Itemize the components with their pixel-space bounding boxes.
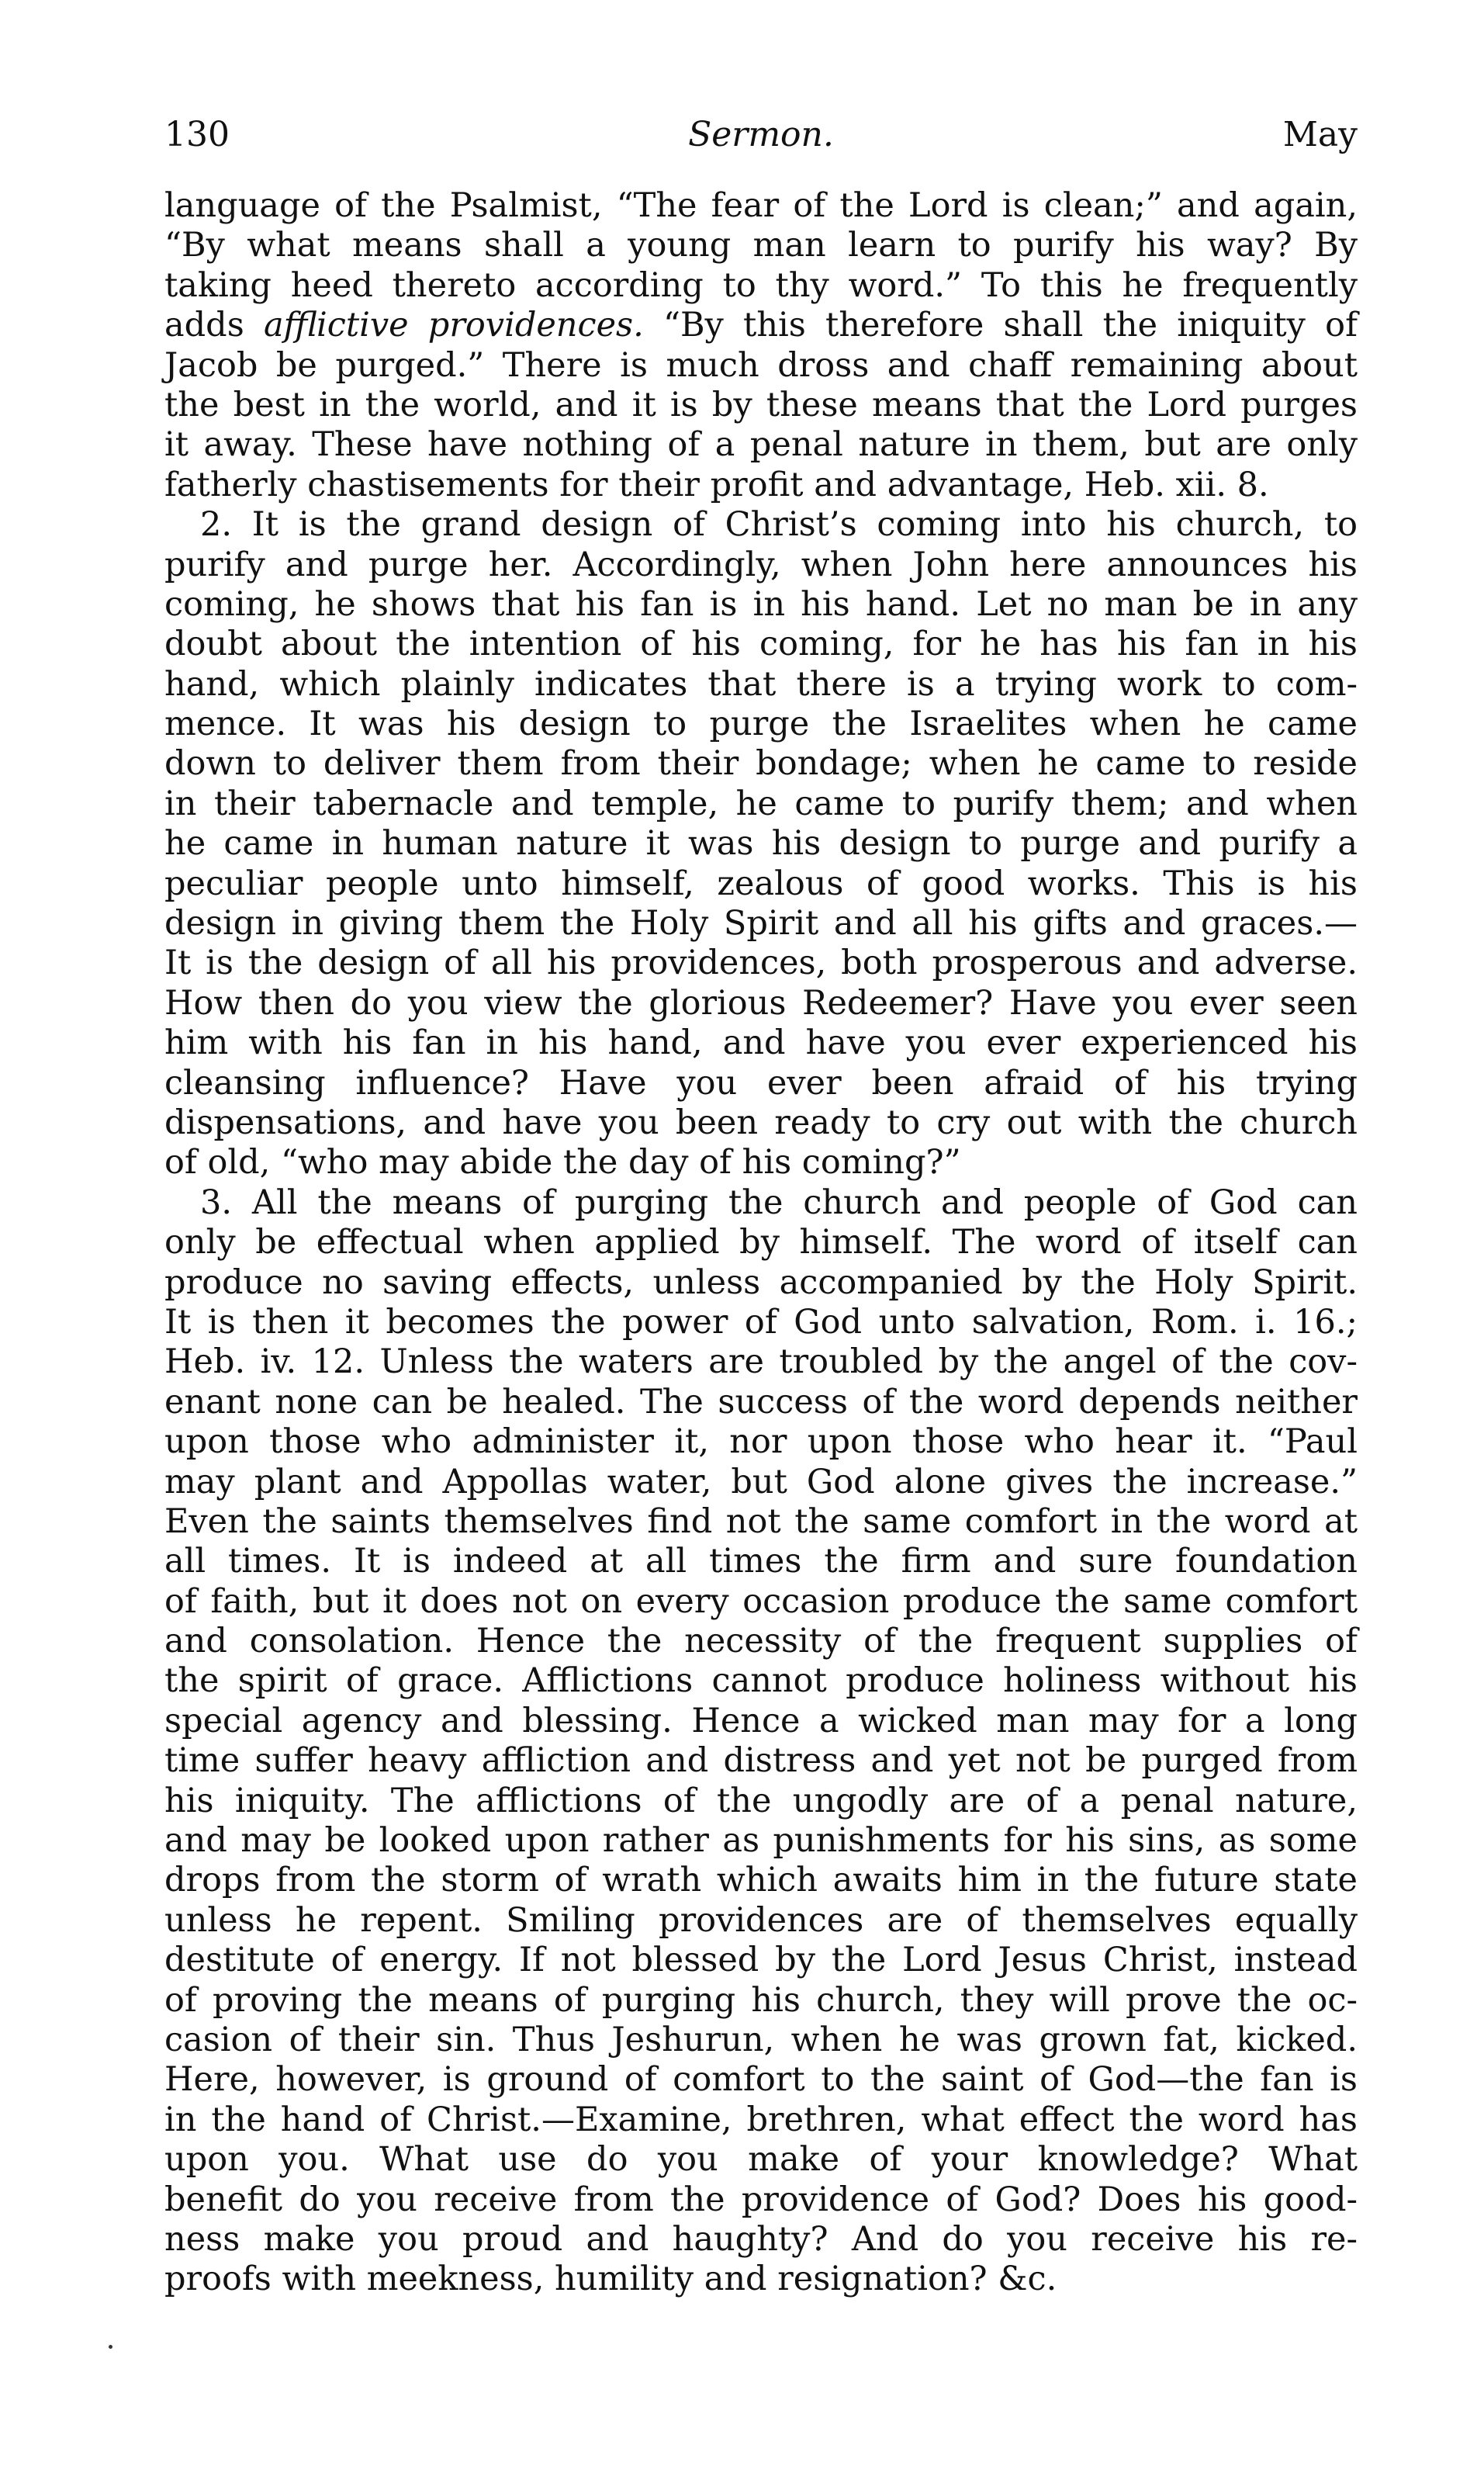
text-line: taking heed thereto according to thy word.” To this he frequently xyxy=(164,265,1358,305)
text-line: unless he repent. Smiling providences are of themselves equally xyxy=(164,1900,1358,1940)
text-line: design in giving them the Holy Spirit and all his gifts and graces.— xyxy=(164,904,1358,944)
text-line: proofs with meekness, humility and resignation? &c. xyxy=(164,2260,1057,2299)
text-line: him with his fan in his hand, and have you ever experienced his xyxy=(164,1023,1358,1063)
text-line: coming, he shows that his fan is in his hand. Let no man be in any xyxy=(164,584,1358,624)
text-line: casion of their sin. Thus Jeshurun, when he was grown fat, kicked. xyxy=(164,2020,1358,2059)
text-line: Even the saints themselves find not the same comfort in the word at xyxy=(164,1501,1358,1541)
ink-speck xyxy=(109,2345,112,2349)
text-line: of proving the means of purging his church, they will prove the oc- xyxy=(164,1980,1358,2020)
text-line: fatherly chastisements for their profit and advantage, Heb. xii. 8. xyxy=(164,465,1269,504)
text-line: language of the Psalmist, “The fear of the Lord is clean;” and again, xyxy=(164,186,1358,225)
text-line: of faith, but it does not on every occasion produce the same comfort xyxy=(164,1581,1358,1621)
running-month: May xyxy=(1282,115,1358,154)
text-line: It is the design of all his providences, both prosperous and adverse. xyxy=(164,944,1358,983)
page-header xyxy=(164,109,1358,171)
text-line: dispensations, and have you been ready to cry out with the church xyxy=(164,1103,1358,1142)
text-line: he came in human nature it was his design to purge and purify a xyxy=(164,824,1358,864)
text-line: the spirit of grace. Afflictions cannot produce holiness without his xyxy=(164,1661,1358,1701)
text-line: in the hand of Christ.—Examine, brethren, what effect the word has xyxy=(164,2100,1358,2139)
text-line: It is then it becomes the power of God unto salvation, Rom. i. 16.; xyxy=(164,1302,1358,1342)
text-line: hand, which plainly indicates that there is a trying work to com- xyxy=(164,664,1358,704)
text-line: all times. It is indeed at all times the firm and sure foundation xyxy=(164,1542,1358,1581)
text-line: 2. It is the grand design of Christ’s coming into his church, to xyxy=(200,505,1358,545)
text-line: destitute of energy. If not blessed by the Lord Jesus Christ, instead xyxy=(164,1941,1358,1980)
text-line: it away. These have nothing of a penal nature in them, but are only xyxy=(164,425,1358,465)
text-line: cleansing influence? Have you ever been afraid of his trying xyxy=(164,1063,1358,1103)
text-line: benefit do you receive from the providence of God? Does his good- xyxy=(164,2180,1358,2219)
text-line: enant none can be healed. The success of the word depends neither xyxy=(164,1382,1358,1422)
text-line: Heb. iv. 12. Unless the waters are troubled by the angel of the cov- xyxy=(164,1342,1358,1382)
text-line: upon you. What use do you make of your knowledge? What xyxy=(164,2140,1358,2180)
text-line: How then do you view the glorious Redeemer? Have you ever seen xyxy=(164,983,1358,1023)
page-number: 130 xyxy=(164,115,230,154)
text-line: “By what means shall a young man learn to purify his way? By xyxy=(164,226,1358,265)
italic-phrase: afflictive providences. xyxy=(263,306,644,345)
text-line: drops from the storm of wrath which awaits him in the future state xyxy=(164,1861,1358,1900)
text-line: upon those who administer it, nor upon those who hear it. “Paul xyxy=(164,1422,1358,1462)
text-line: and consolation. Hence the necessity of the frequent supplies of xyxy=(164,1622,1358,1661)
text-line: Here, however, is ground of comfort to the saint of God—the fan is xyxy=(164,2060,1358,2100)
text-line: adds afflictive providences. “By this therefore shall the iniquity of xyxy=(164,306,1358,345)
text-line: and may be looked upon rather as punishments for his sins, as some xyxy=(164,1821,1358,1861)
running-title: Sermon. xyxy=(688,115,834,154)
text-line: Jacob be purged.” There is much dross and chaff remaining about xyxy=(164,345,1358,385)
text-line: produce no saving effects, unless accompanied by the Holy Spirit. xyxy=(164,1262,1358,1302)
text-line: of old, “who may abide the day of his coming?” xyxy=(164,1143,961,1183)
text-line: special agency and blessing. Hence a wicked man may for a long xyxy=(164,1701,1358,1740)
text-line: ness make you proud and haughty? And do you receive his re- xyxy=(164,2219,1358,2259)
text-line: doubt about the intention of his coming, for he has his fan in his xyxy=(164,625,1358,664)
text-line: the best in the world, and it is by these means that the Lord purges xyxy=(164,385,1358,424)
text-line: purify and purge her. Accordingly, when John here announces his xyxy=(164,545,1358,584)
text-line: may plant and Appollas water, but God alone gives the increase.” xyxy=(164,1462,1358,1501)
text-line: mence. It was his design to purge the Israelites when he came xyxy=(164,705,1358,744)
text-line: his iniquity. The afflictions of the ungodly are of a penal nature, xyxy=(164,1781,1358,1820)
text-line: down to deliver them from their bondage; when he came to reside xyxy=(164,744,1358,784)
text-line: in their tabernacle and temple, he came to purify them; and when xyxy=(164,784,1358,823)
text-line: only be effectual when applied by himself. The word of itself can xyxy=(164,1223,1358,1262)
text-line: peculiar people unto himself, zealous of good works. This is his xyxy=(164,864,1358,903)
text-line: time suffer heavy affliction and distress and yet not be purged from xyxy=(164,1741,1358,1781)
text-line: 3. All the means of purging the church and people of God can xyxy=(200,1183,1358,1222)
sermon-body-text xyxy=(164,186,1358,2300)
